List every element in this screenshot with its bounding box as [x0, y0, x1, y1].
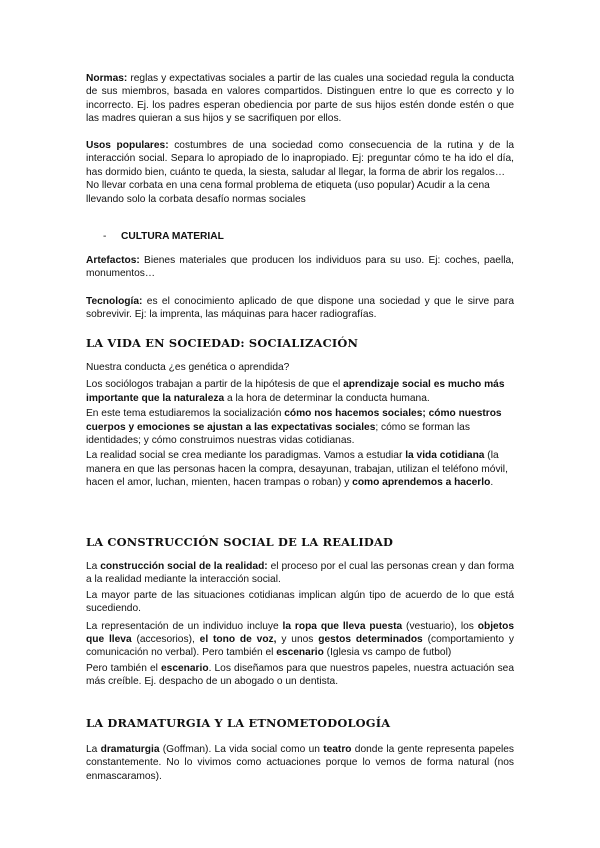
usos-paragraph: [86, 139, 514, 206]
bullet-marker: -: [103, 231, 107, 242]
artefactos-term: Artefactos:: [86, 255, 140, 266]
dramaturgia-section: [86, 743, 514, 783]
normas-text: reglas y expectativas sociales a partir de las cuales una sociedad regula la conducta de sus miembros, basada en valores compartidos. Distinguen entre lo que es correcto y lo incorrecto. Ej. los padres esperan obediencia por parte de sus hijos estén donde estén o que las madres quieran a sus hijos y se sacrifiquen por ellos.: [86, 73, 514, 125]
sec2-p4: Pero también el escenario. Los diseñamos para que nuestros papeles, nuestra actuación sea más creíble. Ej. despacho de un abogado o un dentista.: [86, 662, 514, 688]
sec1-p4: La realidad social se crea mediante los paradigmas. Vamos a estudiar la vida cotidiana (la manera en que las personas hacen la compra, desayunan, trabajan, utilizan el teléfono móvil, hacen el amor, luchan, mienten, hacen trampas o roban) y como aprendemos a hacerlo.: [86, 450, 508, 489]
sec1-p1: Nuestra conducta ¿es genética o aprendida?: [86, 362, 290, 373]
sec3-p1: La dramaturgia (Goffman). La vida social como un teatro donde la gente representa papeles constantemente. No lo vivimos como actuaciones porque lo vemos de forma natural (nos enmascaramos).: [86, 744, 515, 782]
sec2-p3: La representación de un individuo incluye la ropa que lleva puesta (vestuario), los objetos que lleva (accesorios), el tono de voz, y unos gestos determinados (comportamiento y comunicación no verbal). Pero también el escenario (Iglesia vs campo de futbol): [86, 620, 515, 659]
usos-text: costumbres de una sociedad como consecuencia de la rutina y de la interacción social. Separa lo apropiado de lo inapropiado. Ej: preguntar cómo te ha ido el día, has dormido bien, cuánto te queda, la siesta, saludar al llegar, la forma de abrir los regalos…: [86, 140, 514, 178]
tecnologia-term: Tecnología:: [86, 296, 143, 307]
artefactos-text: Bienes materiales que producen los individuos para su uso. Ej: coches, paella, monumentos…: [86, 255, 514, 280]
heading-socializacion: LA VIDA EN SOCIEDAD: SOCIALIZACIÓN: [86, 336, 359, 350]
heading-construccion: LA CONSTRUCCIÓN SOCIAL DE LA REALIDAD: [86, 535, 394, 549]
heading-dramaturgia: LA DRAMATURGIA Y LA ETNOMETODOLOGÍA: [86, 716, 391, 730]
sec2-p1: La construcción social de la realidad: el proceso por el cual las personas crean y dan forma a la realidad mediante la interacción social.: [86, 561, 514, 586]
cultura-material-label: CULTURA MATERIAL: [121, 231, 224, 242]
usos-example: No llevar corbata en una cena formal problema de etiqueta (uso popular) Acudir a la cena llevando solo la corbata desafío normas sociales: [86, 180, 490, 205]
tecnologia-text: es el conocimiento aplicado de que dispone una sociedad y que le sirve para sobrevivir. Ej: la imprenta, las máquinas para hacer radiografías.: [86, 296, 514, 321]
sec1-p2: Los sociólogos trabajan a partir de la hipótesis de que el aprendizaje social es mucho más importante que la naturaleza a la hora de determinar la conducta humana.: [86, 379, 505, 404]
usos-term: Usos populares:: [86, 140, 169, 151]
construccion-section: [86, 560, 514, 689]
sec2-p2: La mayor parte de las situaciones cotidianas implican algún tipo de acuerdo de lo que está sucediendo.: [86, 589, 514, 615]
normas-paragraph: [86, 72, 514, 126]
socializacion-section: [86, 361, 514, 490]
artefactos-paragraph: [86, 254, 514, 281]
normas-term: Normas:: [86, 73, 128, 84]
sec1-p3: En este tema estudiaremos la socialización cómo nos hacemos sociales; cómo nuestros cuerpos y emociones se ajustan a las expectativas sociales; cómo se forman las identidades; y cómo construimos nuestras vidas cotidianas.: [86, 408, 502, 447]
tecnologia-paragraph: [86, 295, 514, 322]
